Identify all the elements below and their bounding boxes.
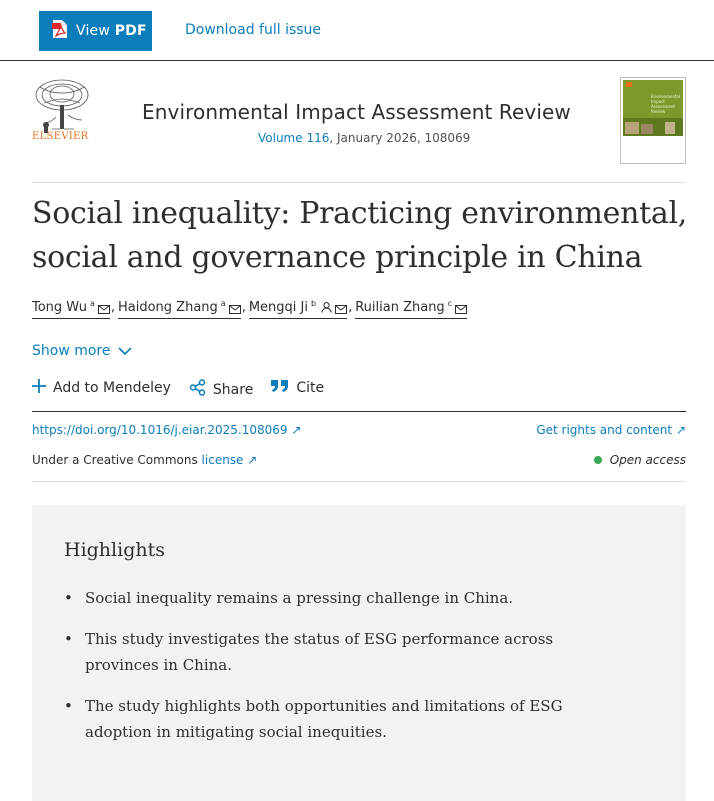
open-access-dot-icon — [594, 456, 602, 464]
view-pdf-label-bold: PDF — [114, 23, 147, 39]
share-label: Share — [212, 381, 254, 398]
author-name: Mengqi Ji — [248, 300, 308, 315]
plus-icon — [32, 379, 53, 397]
email-icon — [335, 303, 347, 312]
pdf-file-icon — [52, 19, 68, 43]
external-link-icon: ↗ — [247, 453, 258, 467]
cover-journal-name: Environmental Impact Assessment Review — [651, 94, 681, 114]
get-rights-link[interactable] — [536, 423, 686, 437]
highlights-heading: Highlights — [64, 539, 165, 561]
rights-text: Get rights and content — [536, 423, 673, 437]
author-separator: , — [348, 300, 353, 315]
top-toolbar — [0, 0, 714, 61]
add-to-mendeley-button[interactable] — [32, 379, 171, 397]
journal-header — [32, 72, 686, 183]
author-link[interactable] — [32, 300, 110, 319]
email-icon — [455, 303, 467, 312]
external-link-icon: ↗ — [291, 423, 302, 437]
list-item: • This study investigates the status of ESG performance across provinces in China. — [64, 626, 584, 678]
volume-link[interactable]: Volume 116 — [258, 131, 330, 145]
issue-date: , January 2026, 108069 — [329, 131, 471, 145]
author-affiliation-sup: b — [311, 299, 317, 308]
author-affiliation-sup: a — [89, 299, 95, 308]
view-pdf-button[interactable] — [39, 11, 152, 51]
show-more-button[interactable] — [32, 343, 132, 359]
elsevier-wordmark: ELSEVIER — [32, 131, 89, 142]
journal-volume-info — [258, 131, 470, 145]
article-actions-bar — [32, 379, 686, 412]
cite-button[interactable] — [271, 379, 324, 397]
doi-link[interactable] — [32, 423, 301, 437]
journal-title-link[interactable]: Environmental Impact Assessment Review — [142, 100, 571, 124]
corresponding-author-icon — [321, 302, 332, 313]
article-title: Social inequality: Practicing environmental, social and governance principle in China — [32, 196, 688, 275]
license-line — [32, 453, 257, 467]
quote-icon — [271, 379, 296, 397]
share-icon — [189, 379, 213, 400]
open-access-badge — [594, 453, 686, 467]
author-affiliation-sup: c — [447, 299, 453, 308]
list-item: • Social inequality remains a pressing challenge in China. — [64, 585, 584, 611]
doi-text: https://doi.org/10.1016/j.eiar.2025.108069 — [32, 423, 288, 437]
section-divider — [32, 481, 686, 482]
author-name: Ruilian Zhang — [355, 300, 445, 315]
author-link[interactable] — [355, 300, 467, 319]
license-prefix: Under a Creative Commons — [32, 453, 202, 467]
chevron-down-icon — [111, 343, 132, 359]
open-access-label: Open access — [609, 453, 686, 467]
author-link[interactable] — [118, 300, 241, 319]
external-link-icon: ↗ — [675, 423, 686, 437]
email-icon — [229, 303, 241, 312]
list-item: • The study highlights both opportunities and limitations of ESG adoption in mitigating social inequities. — [64, 693, 584, 745]
view-pdf-label: View — [76, 23, 111, 39]
add-to-mendeley-label: Add to Mendeley — [53, 380, 171, 396]
cite-label: Cite — [296, 380, 325, 396]
author-name: Haidong Zhang — [118, 300, 218, 315]
license-link[interactable] — [202, 453, 258, 467]
journal-cover-thumbnail[interactable] — [620, 77, 686, 164]
author-separator: , — [241, 300, 246, 315]
author-separator: , — [110, 300, 115, 315]
license-link-text: license — [201, 453, 244, 467]
author-name: Tong Wu — [32, 300, 87, 315]
download-full-issue-link[interactable]: Download full issue — [185, 22, 322, 38]
highlights-list — [64, 585, 584, 760]
author-list — [32, 300, 692, 319]
author-link[interactable] — [249, 300, 347, 319]
email-icon — [98, 303, 110, 312]
highlights-panel — [32, 505, 686, 801]
author-affiliation-sup: a — [220, 299, 226, 308]
show-more-label: Show more — [32, 343, 111, 359]
share-button[interactable] — [189, 379, 253, 400]
